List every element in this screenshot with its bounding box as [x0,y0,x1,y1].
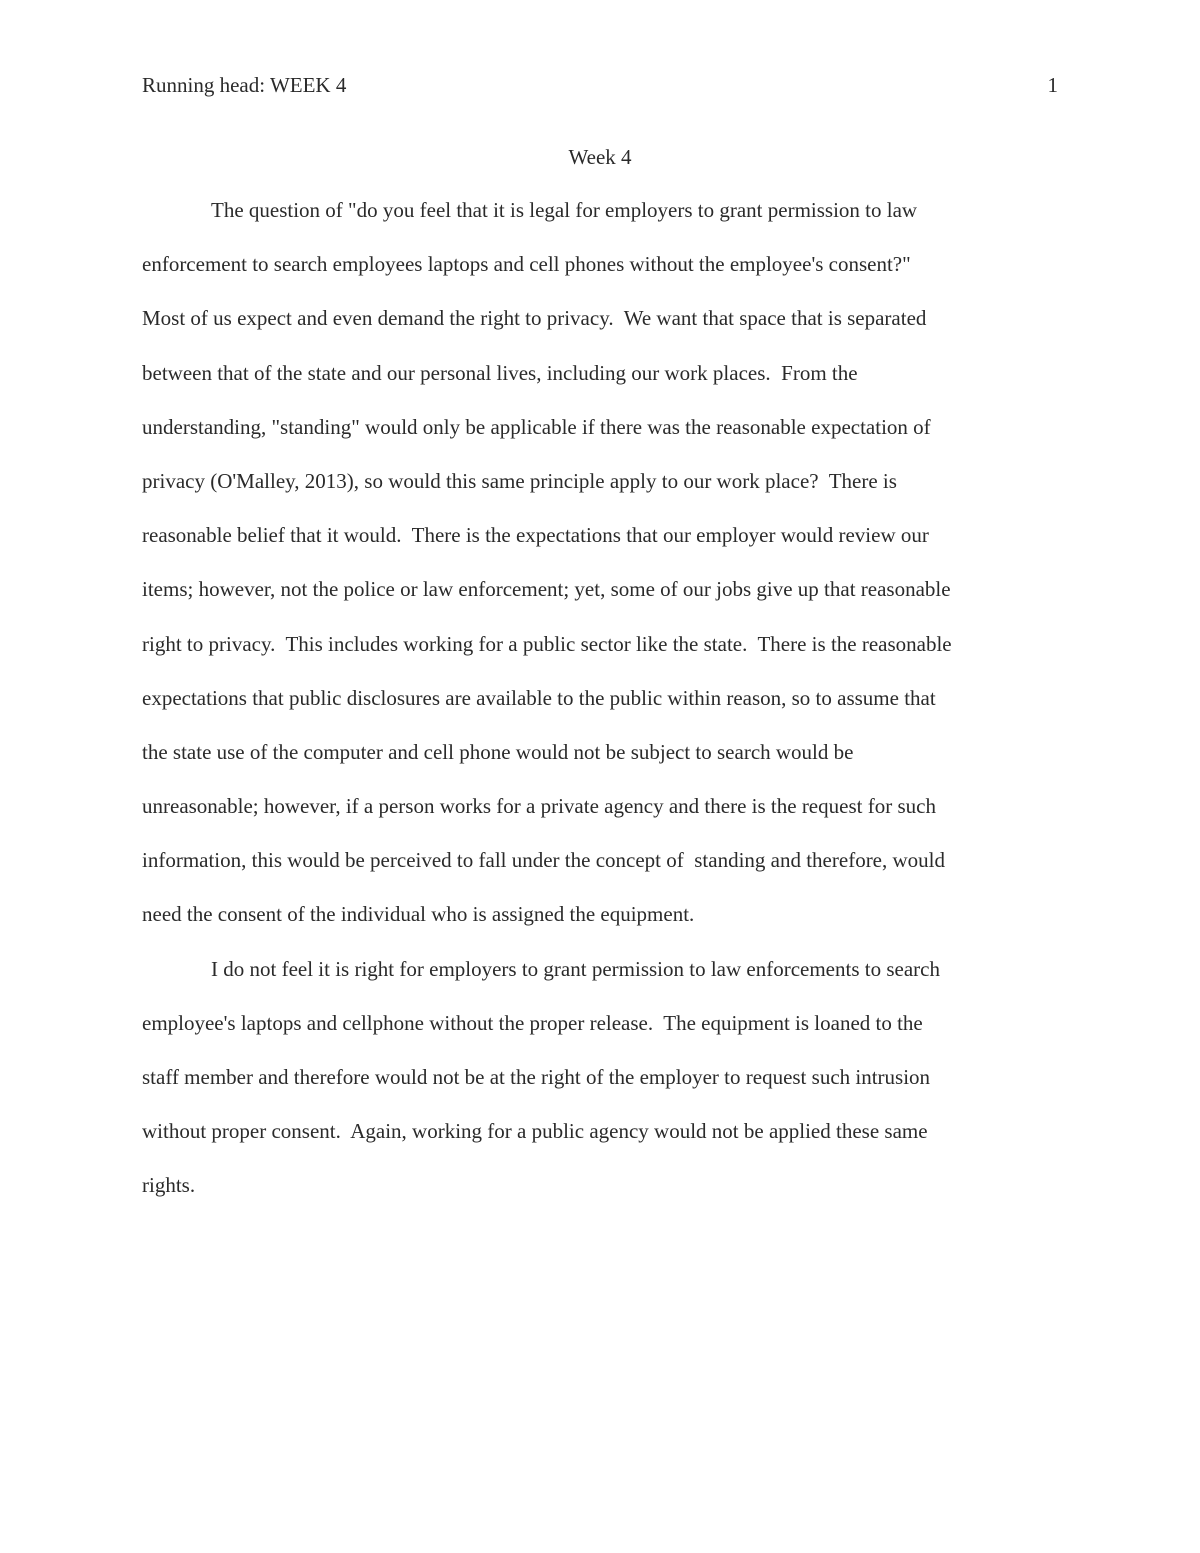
paragraph-line: reasonable belief that it would. There is the expectations that our employer would review our [142,523,929,548]
paragraph-line: between that of the state and our personal lives, including our work places. From the [142,360,858,385]
paragraph-line: unreasonable; however, if a person works for a private agency and there is the request for such [142,794,936,819]
paragraph-line: without proper consent. Again, working for a public agency would not be applied these same [142,1119,928,1144]
paragraph-line: I do not feel it is right for employers to grant permission to law enforcements to search [211,956,940,981]
document-body [142,195,1058,1225]
paragraph-line: The question of "do you feel that it is legal for employers to grant permission to law [211,198,918,222]
paragraph-line: privacy (O'Malley, 2013), so would this same principle apply to our work place? There is [142,468,897,493]
page-header [142,70,1058,100]
paragraph-line: staff member and therefore would not be at the right of the employer to request such intrusion [142,1065,931,1089]
paragraph-2 [142,954,1058,1225]
running-head: Running head: WEEK 4 [142,73,347,97]
paragraph-line: need the consent of the individual who is assigned the equipment. [142,902,695,927]
paragraph-1 [142,195,1058,954]
paragraph-line: employee's laptops and cellphone without the proper release. The equipment is loaned to the [142,1010,923,1035]
paragraph-line: understanding, "standing" would only be applicable if there was the reasonable expectation of [142,414,931,439]
paragraph-line: Most of us expect and even demand the right to privacy. We want that space that is separated [142,306,927,331]
paragraph-line: information, this would be perceived to fall under the concept of standing and therefore, would [142,848,946,873]
document-title: Week 4 [568,145,632,169]
paragraph-line: items; however, not the police or law enforcement; yet, some of our jobs give up that reasonable [142,577,951,602]
page-number: 1 [1047,73,1058,97]
paragraph-line: the state use of the computer and cell phone would not be subject to search would be [142,739,854,764]
paragraph-line: rights. [142,1173,196,1198]
paragraph-line: enforcement to search employees laptops and cell phones without the employee's consent?" [142,252,911,277]
paragraph-line: expectations that public disclosures are available to the public within reason, so to assume that [142,685,936,710]
paragraph-line: right to privacy. This includes working for a public sector like the state. There is the reasonable [142,631,952,656]
